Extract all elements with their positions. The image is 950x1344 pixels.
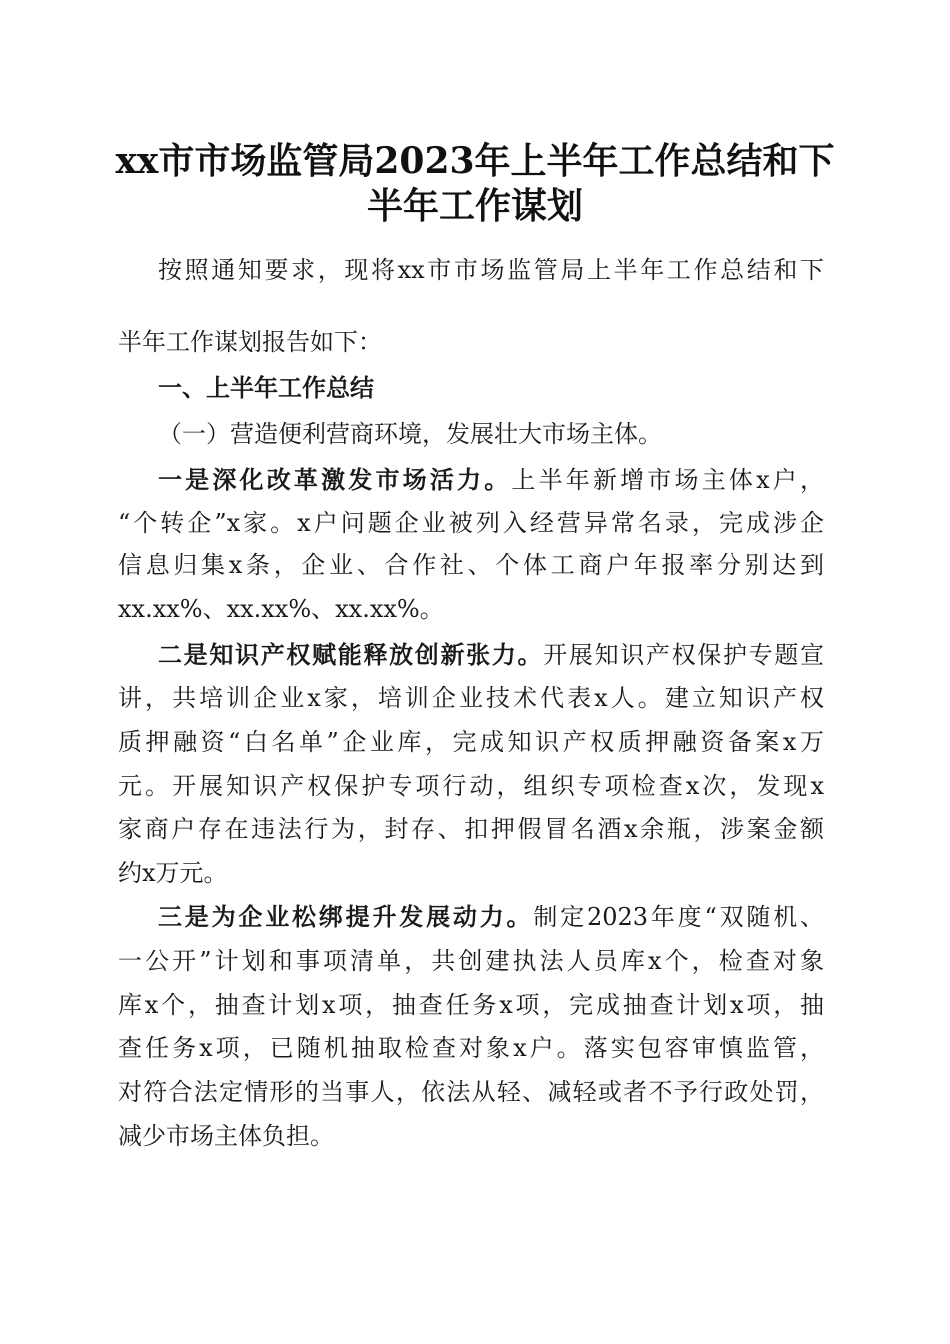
paragraph-3-line-3: 库x个，抽查计划x项，抽查任务x项，完成抽查计划x项，抽: [118, 991, 824, 1019]
paragraph-3-line-2: 一公开”计划和事项清单，共创建执法人员库x个，检查对象: [118, 947, 824, 975]
paragraph-1-line-4: xx.xx%、xx.xx%、xx.xx%。: [118, 595, 444, 623]
paragraph-3-lead: 三是为企业松绑提升发展动力。: [158, 902, 534, 931]
paragraph-1-line-1: [158, 458, 824, 502]
paragraph-2-line-1-text: 开展知识产权保护专题宣: [543, 641, 824, 669]
document-title-line-1: xx市市场监管局2023年上半年工作总结和下: [115, 140, 835, 182]
paragraph-2-lead: 二是知识产权赋能释放创新张力。: [158, 640, 544, 669]
section-heading-1: 一、上半年工作总结: [158, 374, 374, 402]
intro-line-2: 半年工作谋划报告如下：: [118, 328, 382, 356]
paragraph-1-lead: 一是深化改革激发市场活力。: [158, 465, 512, 494]
subsection-heading-1: （一）营造便利营商环境，发展壮大市场主体。: [158, 420, 662, 448]
paragraph-2-line-6: 约x万元。: [118, 859, 228, 887]
paragraph-2-line-4: 元。开展知识产权保护专项行动，组织专项检查x次，发现x: [118, 772, 824, 800]
paragraph-1-line-1-text: 上半年新增市场主体x户，: [511, 466, 824, 494]
paragraph-2-line-3: 质押融资“白名单”企业库，完成知识产权质押融资备案x万: [118, 728, 824, 756]
paragraph-3-line-5: 对符合法定情形的当事人，依法从轻、减轻或者不予行政处罚，: [118, 1078, 824, 1106]
paragraph-2-line-1: [158, 633, 824, 677]
paragraph-1-line-2: “个转企”x家。x户问题企业被列入经营异常名录，完成涉企: [118, 509, 824, 537]
paragraph-3-line-4: 查任务x项，已随机抽取检查对象x户。落实包容审慎监管，: [118, 1034, 824, 1062]
paragraph-2-line-5: 家商户存在违法行为，封存、扣押假冒名酒x余瓶，涉案金额: [118, 815, 824, 843]
paragraph-3-line-1-text: 制定2023年度“双随机、: [533, 903, 824, 931]
paragraph-3-line-6: 减少市场主体负担。: [118, 1122, 334, 1150]
document-title-line-2: 半年工作谋划: [366, 185, 583, 227]
paragraph-3-line-1: [158, 895, 824, 939]
paragraph-2-line-2: 讲，共培训企业x家，培训企业技术代表x人。建立知识产权: [118, 684, 824, 712]
intro-line-1: 按照通知要求，现将xx市市场监管局上半年工作总结和下: [158, 256, 824, 284]
paragraph-1-line-3: 信息归集x条，企业、合作社、个体工商户年报率分别达到: [118, 551, 824, 579]
